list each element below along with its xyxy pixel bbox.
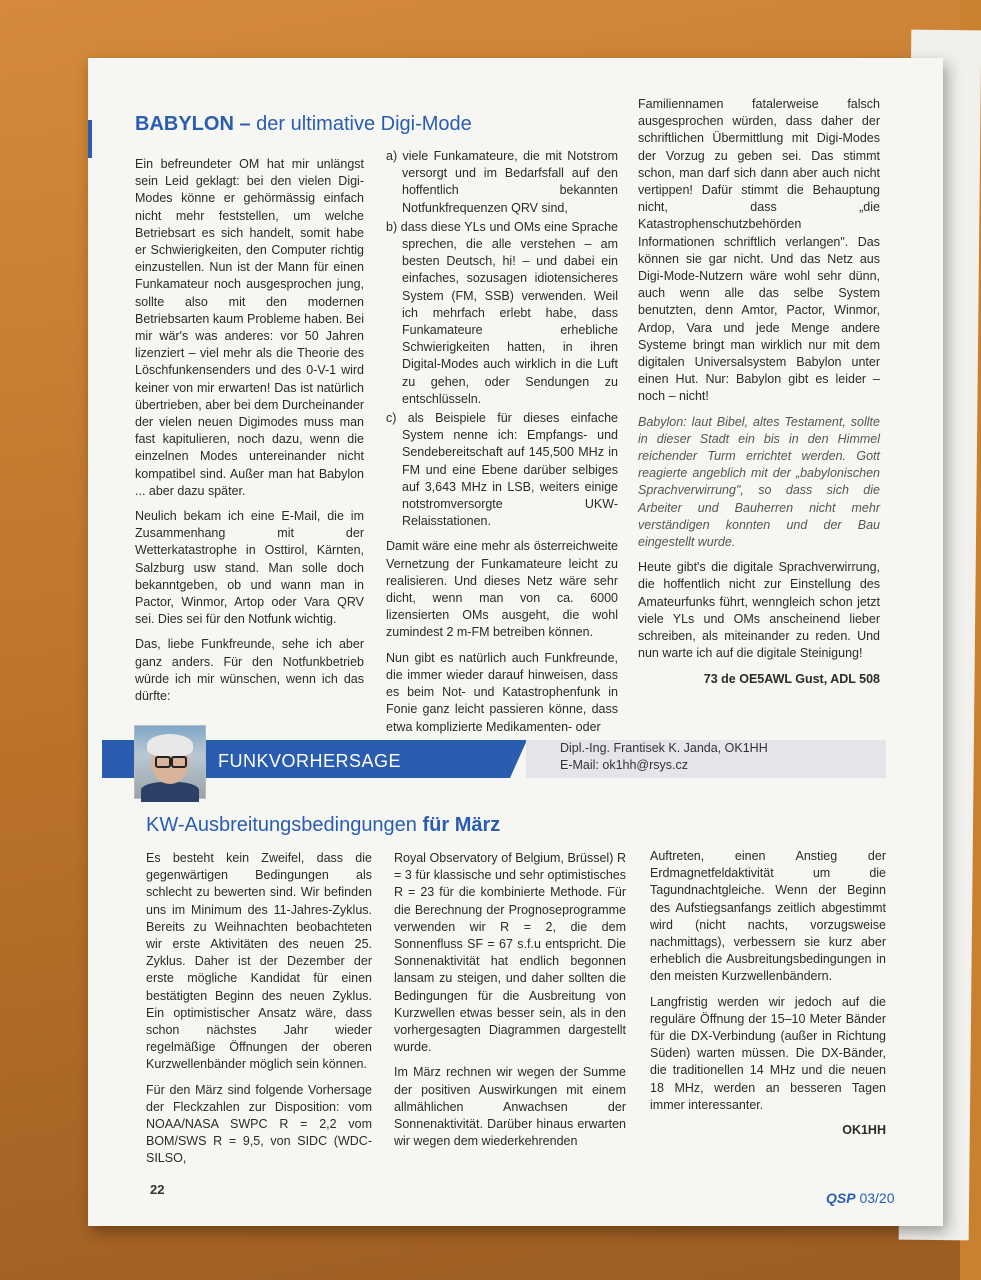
article2-title bbox=[146, 814, 500, 837]
babylon-note: Babylon: laut Bibel, altes Testament, sollte in dieser Stadt ein bis in den Himmel reichender Turm errichtet werden. Gott reagierte angeblich mit der „babylonischen Sprachverwirrung", so dass sich die Arbeiter und Bauherren nicht mehr verständigen konnten und der Bau eingestellt wurde. bbox=[638, 414, 880, 550]
requirements-list bbox=[386, 148, 618, 530]
magazine-name: QSP bbox=[826, 1190, 856, 1206]
article1-title bbox=[135, 113, 472, 136]
title-accent-bar bbox=[88, 120, 92, 158]
article2-title-main: KW-Ausbreitungsbedingungen bbox=[146, 814, 417, 836]
article1-paragraph: Nun gibt es natürlich auch Funkfreunde, die immer wieder darauf hinweisen, dass es beim Not- und Katastrophenfunk in Fonie ganz leicht passieren könne, dass etwa komplizierte Medikamenten- oder bbox=[386, 650, 618, 734]
article1-paragraph: Das, liebe Funkfreunde, sehe ich aber ganz anders. Für den Notfunkbetrieb würde ich mir wünschen, wenn ich das dürfte: bbox=[135, 637, 364, 704]
article1-paragraph: Ein befreundeter OM hat mir unlängst sein Leid geklagt: bei den vielen Digi-Modes könne er gehörmässig einfach nicht mehr feststellen, um welche Betriebsart es sich handelt, somit habe er Schwierigkeiten, den Computer richtig einzustellen. Nun ist der Mann für einen Funkamateur noch ausgesprochen jung, sollte also mit den modernen Betriebsarten kaum Probleme haben. Bei mir wär's was anderes: vor 50 Jahren lizenziert – viel mehr als die Theorie des Löschfunkensenders und des 0-V-1 wird keiner von mir erwarten! Das ist natürlich übertrieben, aber bei dem Durcheinander der vielen neuen Digimodes muss man fast kapitulieren, noch dazu, wenn die einzelnen Modes untereinander nicht kompatibel sind. Außer man hat Babylon ... aber dazu später. bbox=[135, 157, 364, 498]
article1-paragraph: Heute gibt's die digitale Sprachverwirrung, die hoffentlich nicht zur Einstellung des Amateurfunks führt, wenngleich schon jetzt viele YLs und OMs anscheinend lieber schreiben, als miteinander zu reden. Und nun warte ich auf die digitale Steinigung! bbox=[638, 560, 880, 661]
author-name: Dipl.-Ing. Frantisek K. Janda, OK1HH bbox=[560, 741, 768, 755]
article1-paragraph: Familiennamen fatalerweise falsch ausgesprochen würden, dass daher der schriftlichen Übermittlung mit Digi-Modes der Vorzug zu geben sei. Das stimmt schon, man darf sich dann aber auch nicht vertippen! Dafür stimmt die Behauptung nicht, dass „die Katastrophenschutzbehörden Informationen schriftlich verlangen". Das können sie gar nicht. Und das Netz aus Digi-Mode-Nutzern wäre wohl sehr dünn, auch wenn alle das selbe System benutzten, denn Amtor, Pactor, Winmor, Ardop, Vara und jede Menge andere Systeme bringt man wirklich nur mit dem digitalen Universalsystem Babylon unter einen Hut. Nur: Babylon gibt es leider – noch – nicht! bbox=[638, 97, 880, 404]
author-email: E-Mail: ok1hh@rsys.cz bbox=[560, 758, 688, 772]
article2-paragraph: Im März rechnen wir wegen der Summe der positiven Auswirkungen mit einem allmählichen Anwachsen der Sonnenaktivität. Darüber hinaus erwarten wir wegen dem wiederkehrenden bbox=[394, 1065, 626, 1149]
article2-paragraph: Es besteht kein Zweifel, dass die gegenwärtigen Bedingungen als schlecht zu bewerten sind. Wir befinden uns im Minimum des 11-Jahres-Zyklus. Bereits zu Weihnachten beobachteten wir erste Aktivitäten des neuen 25. Zyklus. Daher ist der Dezember der erste mögliche Kandidat für einen bestätigten Beginn des neuen Zyklus. Ein optimistischer Ansatz wäre, dass schon nächstes Jahr wieder regelmäßige Öffnungen der oberen Kurzwellenbänder möglich sein können. bbox=[146, 851, 372, 1072]
page-number: 22 bbox=[150, 1182, 165, 1197]
article1-title-bold: BABYLON – bbox=[135, 113, 251, 135]
article1-paragraph: Damit wäre eine mehr als österreichweite Vernetzung der Funkamateure leicht zu realisieren. Und dieses Netz wäre sehr dicht, wenn man von ca. 6000 lizensierten OMs ausgeht, die wohl zumindest 2 m-FM betreiben können. bbox=[386, 539, 618, 640]
article2-paragraph: Auftreten, einen Anstieg der Erdmagnetfeldaktivität um die Tagundnachtgleiche. Wenn der Beginn des Aufstiegsanfangs zeitlich abgestimmt wird (nicht nachts, vorzugsweise nachmittags), verbessern sie kurz aber erheblich die Ausbreitungsbedingungen in den meisten Kurzwellenbändern. bbox=[650, 849, 886, 984]
article2-title-bold: für März bbox=[422, 814, 501, 836]
article1-column-2 bbox=[386, 148, 618, 734]
issue-number: 03/20 bbox=[859, 1190, 895, 1206]
article2-paragraph: Für den März sind folgende Vorhersage der Fleckzahlen zur Disposition: vom NOAA/NASA SWPC R = 2,2 vom BOM/SWS R = 9,5, von SIDC (WDC-SILSO, bbox=[146, 1082, 372, 1166]
list-item: a) viele Funkamateure, die mit Notstrom versorgt und im Bedarfsfall auf den hoffentlich bekannten Notfunkfrequenzen QRV sind, bbox=[386, 149, 618, 215]
article2-paragraph: Langfristig werden wir jedoch auf die reguläre Öffnung der 15–10 Meter Bänder für die DX-Verbindung (außer in Richtung Süden) warten müssen. Die DX-Bänder, die traditionellen 14 MHz und die neuen 18 MHz, werden an besseren Tagen immer interessanter. bbox=[650, 994, 886, 1112]
article2-signature: OK1HH bbox=[842, 1123, 886, 1138]
section-label: FUNKVORHERSAGE bbox=[218, 751, 402, 771]
author-photo bbox=[134, 725, 206, 799]
article1-column-1 bbox=[135, 156, 364, 704]
article2-column-1 bbox=[146, 850, 372, 1168]
list-item: c) als Beispiele für dieses einfache System nenne ich: Empfangs- und Sendebereitschaft auf 145,500 MHz in FM und eine Ebene darüber selbiges auf 3,643 MHz in LSB, weiters einige notstromversorgte UKW-Relaisstationen. bbox=[386, 411, 618, 529]
magazine-issue bbox=[826, 1190, 895, 1206]
list-item: b) dass diese YLs und OMs eine Sprache sprechen, die alle verstehen – am besten Deutsch, hi! – und dabei ein einfaches, sozusagen idiotensicheres System (FM, SSB) verwenden. Weil ich mehrfach erlebt habe, dass Funkamateure erhebliche Schwierigkeiten hatten, in ihren Digital-Modes auch wirklich in die Luft zu gehen, oder Sendungen zu entschlüsseln. bbox=[386, 219, 618, 406]
article2-paragraph: Royal Observatory of Belgium, Brüssel) R = 3 für klassische und sehr optimistisches R = 23 für die kombinierte Methode. Für die Berechnung der Prognoseprogramme verwenden wir R = 2, die dem Sonnenfluss SF = 67 s.f.u entspricht. Die Sonnenaktivität hat endlich begonnen lansam zu steigen, und daher sollten die Bedingungen für die Ausbreitung von Kurzwellen etwas besser sein, als in den vorhergesagten Diagrammen dargestellt wurde. bbox=[394, 851, 626, 1055]
article2-column-3 bbox=[650, 848, 886, 1168]
article2-column-2 bbox=[394, 850, 626, 1168]
article1-signature: 73 de OE5AWL Gust, ADL 508 bbox=[703, 671, 880, 686]
article1-title-rest: der ultimative Digi-Mode bbox=[256, 113, 472, 135]
article1-paragraph: Neulich bekam ich eine E-Mail, die im Zusammenhang mit der Wetterkatastrophe in Osttirol, Kärnten, Salzburg usw stand. Man solle doch bekanntgeben, ob und wann man in Pactor, Winmor, Artop oder Vara QRV sei. Dies sei für den Notfunk wichtig. bbox=[135, 509, 364, 627]
magazine-page bbox=[88, 58, 943, 1226]
article1-column-3 bbox=[638, 96, 880, 696]
